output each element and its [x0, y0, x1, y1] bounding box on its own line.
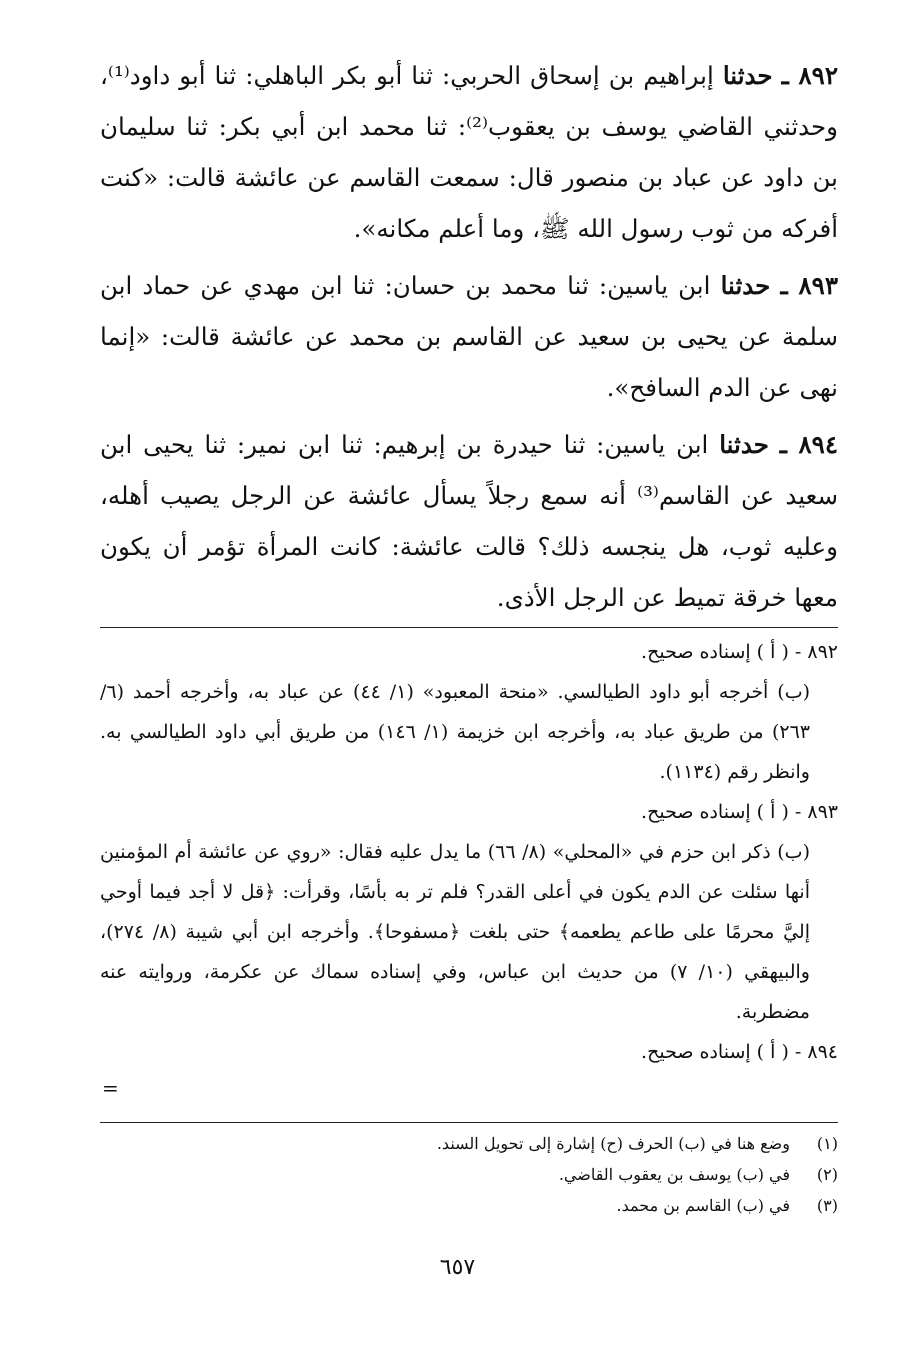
footnote-text: وضع هنا في (ب) الحرف (ح) إشارة إلى تحويل السند. — [436, 1134, 790, 1153]
hadith-lead-word: حدثنا — [722, 61, 773, 90]
hadith-number: ٨٩٣ ـ — [780, 271, 838, 300]
footnote-item — [100, 1159, 838, 1190]
footnote-item — [100, 1128, 838, 1159]
hadith-number: ٨٩٤ ـ — [779, 430, 838, 459]
footnote-divider — [100, 1122, 838, 1123]
commentary-notes — [100, 632, 838, 1072]
hadith-body: ابن ياسين: ثنا حيدرة بن إبرهيم: ثنا ابن نمير: ثنا يحيى ابن سعيد عن القاسم⁽³⁾ أنه سمع رجلاً يسأل عائشة عن الرجل يصيب أهله، وعليه ثوب، هل ينجسه ذلك؟ قالت عائشة: كانت المرأة تؤمر أن يكون معها خرقة تميط عن الرجل الأذى. — [100, 430, 838, 612]
hadith-lead-word: حدثنا — [719, 430, 769, 459]
note-893-head: ٨٩٣ - ( أ ) إسناده صحيح. — [641, 801, 838, 823]
hadith-body: إبراهيم بن إسحاق الحربي: ثنا أبو بكر الباهلي: ثنا أبو داود⁽¹⁾، وحدثني القاضي يوسف بن يعقوب⁽²⁾: ثنا محمد ابن أبي بكر: ثنا سليمان بن داود عن عباد بن منصور قال: سمعت القاسم عن عائشة قالت: «كنت أفركه من ثوب رسول الله ﷺ، وما أعلم مكانه». — [100, 61, 838, 243]
footnotes — [100, 1128, 838, 1221]
note-894-head: ٨٩٤ - ( أ ) إسناده صحيح. — [641, 1041, 838, 1063]
hadith-body: ابن ياسين: ثنا محمد بن حسان: ثنا ابن مهدي عن حماد ابن سلمة عن يحيى بن سعيد عن القاسم بن محمد عن عائشة قالت: «إنما نهى عن الدم السافح». — [100, 271, 838, 402]
footnote-item — [100, 1190, 838, 1221]
notes-divider — [100, 627, 838, 628]
hadith-text-block — [100, 50, 838, 629]
footnote-number: (٢) — [816, 1165, 838, 1184]
note-892-head: ٨٩٢ - ( أ ) إسناده صحيح. — [641, 641, 838, 663]
hadith-893 — [100, 260, 838, 413]
footnote-text: في (ب) يوسف بن يعقوب القاضي. — [558, 1165, 790, 1184]
hadith-894 — [100, 419, 838, 623]
page-number: ٦٥٧ — [439, 1255, 476, 1280]
hadith-lead-word: حدثنا — [720, 271, 771, 300]
hadith-number: ٨٩٢ ـ — [781, 61, 838, 90]
footnote-text: في (ب) القاسم بن محمد. — [616, 1196, 790, 1215]
note-893-body: (ب) ذكر ابن حزم في «المحلي» (٨/ ٦٦) ما يدل عليه فقال: «روي عن عائشة أم المؤمنين أنها سئلت عن الدم يكون في أعلى القدر؟ فلم تر به بأسًا، وقرأت: ﴿قل لا أجد فيما أوحي إليَّ محرمًا على طاعم يطعمه﴾ حتى بلغت ﴿مسفوحا﴾. وأخرجه ابن أبي شيبة (٨/ ٢٧٤)، والبيهقي (١٠/ ٧) من حديث ابن عباس، وفي إسناده سماك عن عكرمة، وروايته عنه مضطربة. — [100, 841, 810, 1023]
note-892-body: (ب) أخرجه أبو داود الطيالسي. «منحة المعبود» (١/ ٤٤) عن عباد به، وأخرجه أحمد (٦/ ٢٦٣) من طريق عباد به، وأخرجه ابن خزيمة (١/ ١٤٦) من طريق أبي داود الطيالسي به. وانظر رقم (١١٣٤). — [100, 681, 811, 783]
footnote-number: (١) — [816, 1134, 838, 1153]
hadith-892 — [100, 50, 838, 254]
footnote-number: (٣) — [816, 1196, 838, 1215]
continuation-mark: = — [102, 1076, 119, 1100]
